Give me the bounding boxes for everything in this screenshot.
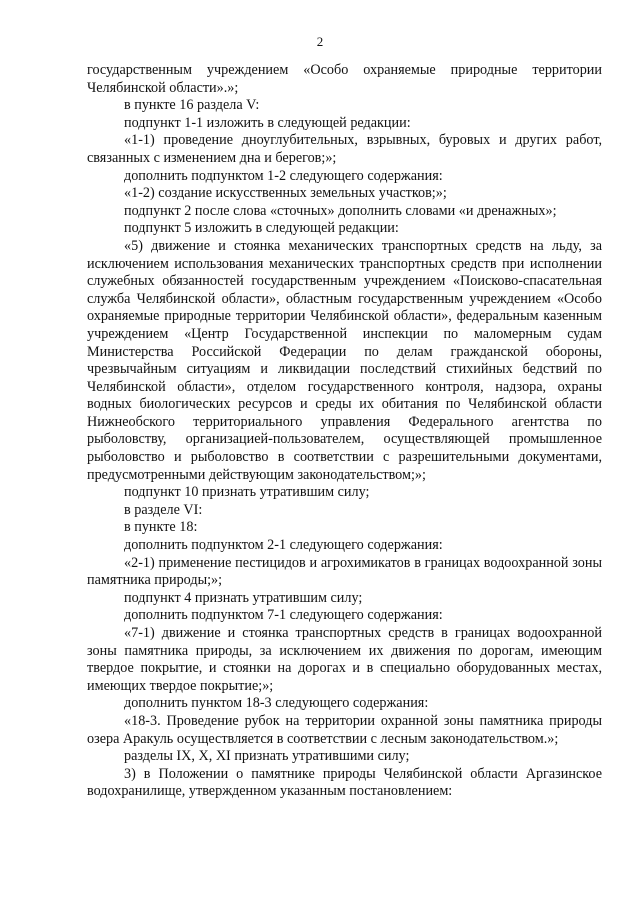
paragraph: государственным учреждением «Особо охраняемые природные территории Челябинской области».»; (87, 62, 602, 96)
page-number: 2 (316, 34, 324, 49)
paragraph: подпункт 5 изложить в следующей редакции: (124, 220, 399, 237)
paragraph: разделы IX, X, XI признать утратившими силу; (124, 748, 410, 765)
paragraph: подпункт 10 признать утратившим силу; (124, 484, 370, 501)
paragraph: дополнить подпунктом 1-2 следующего содержания: (124, 167, 443, 184)
document-body (87, 62, 602, 801)
paragraph: «7-1) движение и стоянка транспортных средств в границах водоохранной зоны памятника природы, за исключением их движения по дорогам, имеющим твердое покрытие, и стоянки на дорогах и в специально оборудованных местах, имеющих твердое покрытие;»; (87, 625, 602, 694)
paragraph: подпункт 2 после слова «сточных» дополнить словами «и дренажных»; (124, 202, 557, 219)
paragraph: дополнить подпунктом 2-1 следующего содержания: (124, 537, 443, 554)
paragraph: в пункте 16 раздела V: (124, 97, 260, 114)
paragraph: «18-3. Проведение рубок на территории охранной зоны памятника природы озера Аракуль осуществляется в соответствии с лесным законодательством.»; (87, 712, 602, 747)
paragraph: дополнить подпунктом 7-1 следующего содержания: (124, 607, 443, 624)
paragraph: в разделе VI: (124, 501, 203, 518)
paragraph: дополнить пунктом 18-3 следующего содержания: (124, 695, 429, 712)
paragraph: в пункте 18: (124, 519, 198, 536)
paragraph: 3) в Положении о памятнике природы Челябинской области Аргазинское водохранилище, утвержденном указанным постановлением: (87, 765, 602, 800)
paragraph: «2-1) применение пестицидов и агрохимикатов в границах водоохранной зоны памятника природы;»; (87, 554, 602, 589)
paragraph: подпункт 4 признать утратившим силу; (124, 589, 363, 606)
paragraph: «1-2) создание искусственных земельных участков;»; (124, 185, 447, 202)
paragraph: «1-1) проведение дноуглубительных, взрывных, буровых и других работ, связанных с изменением дна и берегов;»; (87, 132, 602, 166)
paragraph: подпункт 1-1 изложить в следующей редакции: (124, 114, 411, 131)
paragraph: «5) движение и стоянка механических транспортных средств на льду, за исключением использования механических транспортных средств при исполнении служебных обязанностей государственным учреждением «Поисково-спасательная служба Челябинской области», областным государственным учреждением «Особо охраняемые природные территории Челябинской области», федеральным казенным учреждением «Центр Государственной инспекции по маломерным судам Министерства Российской Федерации по делам гражданской обороны, чрезвычайным ситуациям и ликвидации последствий стихийных бедствий по Челябинской области», отделом государственного контроля, надзора, охраны водных биологических ресурсов и среды их обитания по Челябинской области Нижнеобского территориального управления Федерального агентства по рыболовству, организацией-пользователем, осуществляющей промышленное рыболовство и рыболовство в соответствии с разрешительными документами, предусмотренными действующим законодательством;»; (87, 237, 602, 483)
